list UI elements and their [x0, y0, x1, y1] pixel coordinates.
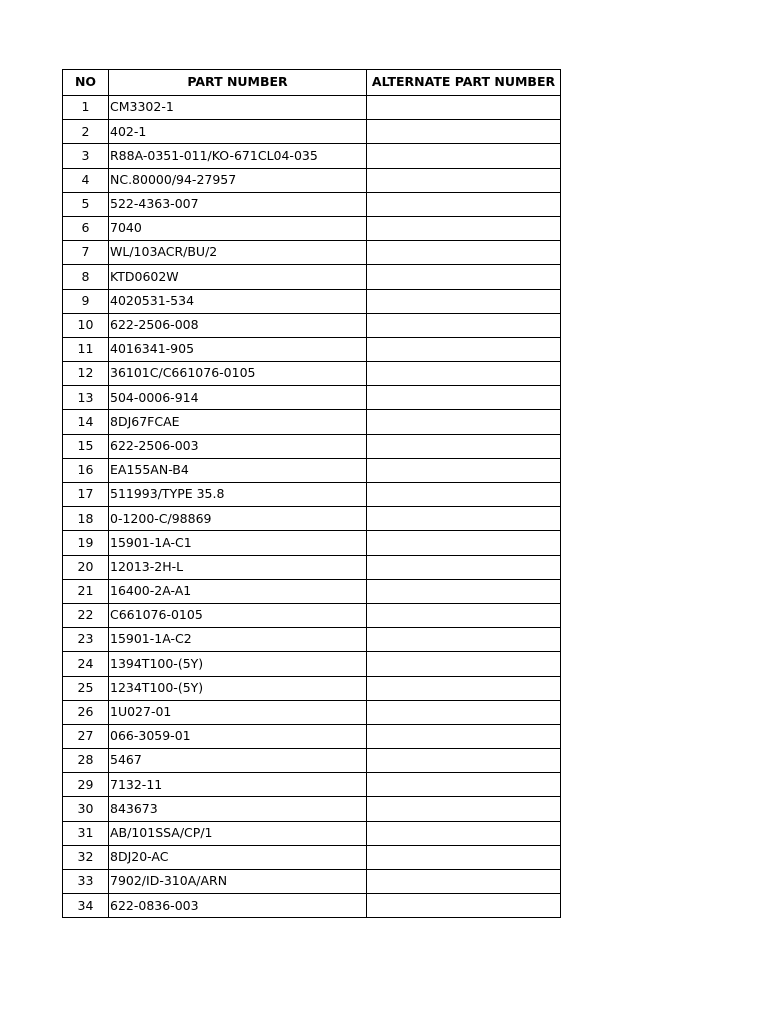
cell-no: 21 — [63, 579, 109, 603]
table-row — [63, 894, 561, 918]
cell-alternate-part-number — [367, 579, 561, 603]
cell-alternate-part-number — [367, 773, 561, 797]
cell-alternate-part-number — [367, 797, 561, 821]
cell-no: 13 — [63, 386, 109, 410]
cell-no: 17 — [63, 483, 109, 507]
cell-alternate-part-number — [367, 216, 561, 240]
table-row — [63, 386, 561, 410]
cell-alternate-part-number — [367, 434, 561, 458]
cell-part-number: 622-2506-003 — [109, 434, 367, 458]
cell-alternate-part-number — [367, 603, 561, 627]
cell-no: 30 — [63, 797, 109, 821]
table-header-row — [63, 70, 561, 96]
cell-no: 24 — [63, 652, 109, 676]
cell-part-number: 16400-2A-A1 — [109, 579, 367, 603]
table-row — [63, 265, 561, 289]
cell-alternate-part-number — [367, 96, 561, 120]
table-row — [63, 821, 561, 845]
table-row — [63, 192, 561, 216]
cell-no: 9 — [63, 289, 109, 313]
cell-no: 29 — [63, 773, 109, 797]
cell-part-number: 1U027-01 — [109, 700, 367, 724]
parts-table — [62, 69, 561, 918]
cell-part-number: 1234T100-(5Y) — [109, 676, 367, 700]
cell-no: 6 — [63, 216, 109, 240]
table-row — [63, 337, 561, 361]
cell-part-number: 402-1 — [109, 120, 367, 144]
cell-no: 27 — [63, 724, 109, 748]
cell-no: 14 — [63, 410, 109, 434]
cell-no: 28 — [63, 749, 109, 773]
cell-part-number: 4020531-534 — [109, 289, 367, 313]
cell-part-number: 8DJ67FCAE — [109, 410, 367, 434]
cell-alternate-part-number — [367, 700, 561, 724]
cell-part-number: EA155AN-B4 — [109, 458, 367, 482]
cell-part-number: 7040 — [109, 216, 367, 240]
cell-part-number: 066-3059-01 — [109, 724, 367, 748]
table-row — [63, 120, 561, 144]
cell-alternate-part-number — [367, 144, 561, 168]
table-row — [63, 870, 561, 894]
cell-alternate-part-number — [367, 337, 561, 361]
cell-alternate-part-number — [367, 410, 561, 434]
table-row — [63, 313, 561, 337]
cell-no: 11 — [63, 337, 109, 361]
cell-no: 16 — [63, 458, 109, 482]
cell-alternate-part-number — [367, 192, 561, 216]
cell-alternate-part-number — [367, 676, 561, 700]
table-row — [63, 362, 561, 386]
cell-alternate-part-number — [367, 386, 561, 410]
cell-no: 18 — [63, 507, 109, 531]
table-row — [63, 144, 561, 168]
cell-alternate-part-number — [367, 483, 561, 507]
table-row — [63, 96, 561, 120]
cell-alternate-part-number — [367, 362, 561, 386]
cell-alternate-part-number — [367, 628, 561, 652]
table-row — [63, 845, 561, 869]
cell-part-number: R88A-0351-011/KO-671CL04-035 — [109, 144, 367, 168]
cell-no: 15 — [63, 434, 109, 458]
cell-no: 12 — [63, 362, 109, 386]
cell-part-number: 7902/ID-310A/ARN — [109, 870, 367, 894]
cell-no: 22 — [63, 603, 109, 627]
cell-part-number: AB/101SSA/CP/1 — [109, 821, 367, 845]
cell-no: 5 — [63, 192, 109, 216]
table-row — [63, 579, 561, 603]
cell-part-number: 8DJ20-AC — [109, 845, 367, 869]
cell-part-number: WL/103ACR/BU/2 — [109, 241, 367, 265]
table-row — [63, 652, 561, 676]
header-no: NO — [63, 70, 109, 96]
cell-part-number: C661076-0105 — [109, 603, 367, 627]
table-row — [63, 241, 561, 265]
cell-part-number: 12013-2H-L — [109, 555, 367, 579]
cell-no: 34 — [63, 894, 109, 918]
table-row — [63, 216, 561, 240]
cell-part-number: 0-1200-C/98869 — [109, 507, 367, 531]
cell-part-number: 622-0836-003 — [109, 894, 367, 918]
cell-part-number: 843673 — [109, 797, 367, 821]
table-row — [63, 531, 561, 555]
cell-part-number: 1394T100-(5Y) — [109, 652, 367, 676]
table-row — [63, 507, 561, 531]
table-row — [63, 724, 561, 748]
cell-no: 4 — [63, 168, 109, 192]
cell-no: 7 — [63, 241, 109, 265]
cell-alternate-part-number — [367, 555, 561, 579]
table-row — [63, 676, 561, 700]
table-row — [63, 603, 561, 627]
table-row — [63, 555, 561, 579]
cell-part-number: KTD0602W — [109, 265, 367, 289]
cell-no: 20 — [63, 555, 109, 579]
cell-alternate-part-number — [367, 458, 561, 482]
cell-no: 8 — [63, 265, 109, 289]
cell-part-number: 15901-1A-C1 — [109, 531, 367, 555]
cell-part-number: 4016341-905 — [109, 337, 367, 361]
cell-part-number: 504-0006-914 — [109, 386, 367, 410]
cell-part-number: 36101C/C661076-0105 — [109, 362, 367, 386]
table-row — [63, 797, 561, 821]
cell-alternate-part-number — [367, 724, 561, 748]
cell-part-number: 15901-1A-C2 — [109, 628, 367, 652]
cell-no: 33 — [63, 870, 109, 894]
cell-part-number: 622-2506-008 — [109, 313, 367, 337]
cell-alternate-part-number — [367, 289, 561, 313]
cell-no: 19 — [63, 531, 109, 555]
cell-no: 26 — [63, 700, 109, 724]
table-row — [63, 289, 561, 313]
table-row — [63, 434, 561, 458]
table-row — [63, 410, 561, 434]
cell-no: 32 — [63, 845, 109, 869]
cell-no: 3 — [63, 144, 109, 168]
cell-alternate-part-number — [367, 821, 561, 845]
cell-alternate-part-number — [367, 120, 561, 144]
table-row — [63, 700, 561, 724]
cell-no: 31 — [63, 821, 109, 845]
cell-no: 2 — [63, 120, 109, 144]
cell-alternate-part-number — [367, 652, 561, 676]
cell-alternate-part-number — [367, 531, 561, 555]
cell-alternate-part-number — [367, 870, 561, 894]
cell-no: 10 — [63, 313, 109, 337]
cell-alternate-part-number — [367, 894, 561, 918]
cell-part-number: 511993/TYPE 35.8 — [109, 483, 367, 507]
cell-alternate-part-number — [367, 749, 561, 773]
cell-no: 23 — [63, 628, 109, 652]
table-row — [63, 168, 561, 192]
cell-no: 25 — [63, 676, 109, 700]
table-row — [63, 749, 561, 773]
cell-part-number: CM3302-1 — [109, 96, 367, 120]
cell-no: 1 — [63, 96, 109, 120]
cell-alternate-part-number — [367, 168, 561, 192]
table-row — [63, 458, 561, 482]
header-alternate-part-number: ALTERNATE PART NUMBER — [367, 70, 561, 96]
cell-part-number: 7132-11 — [109, 773, 367, 797]
cell-part-number: NC.80000/94-27957 — [109, 168, 367, 192]
table-row — [63, 773, 561, 797]
cell-alternate-part-number — [367, 265, 561, 289]
cell-alternate-part-number — [367, 845, 561, 869]
cell-alternate-part-number — [367, 313, 561, 337]
table-row — [63, 628, 561, 652]
table-row — [63, 483, 561, 507]
cell-part-number: 5467 — [109, 749, 367, 773]
table-body — [63, 96, 561, 918]
cell-part-number: 522-4363-007 — [109, 192, 367, 216]
cell-alternate-part-number — [367, 507, 561, 531]
header-part-number: PART NUMBER — [109, 70, 367, 96]
cell-alternate-part-number — [367, 241, 561, 265]
